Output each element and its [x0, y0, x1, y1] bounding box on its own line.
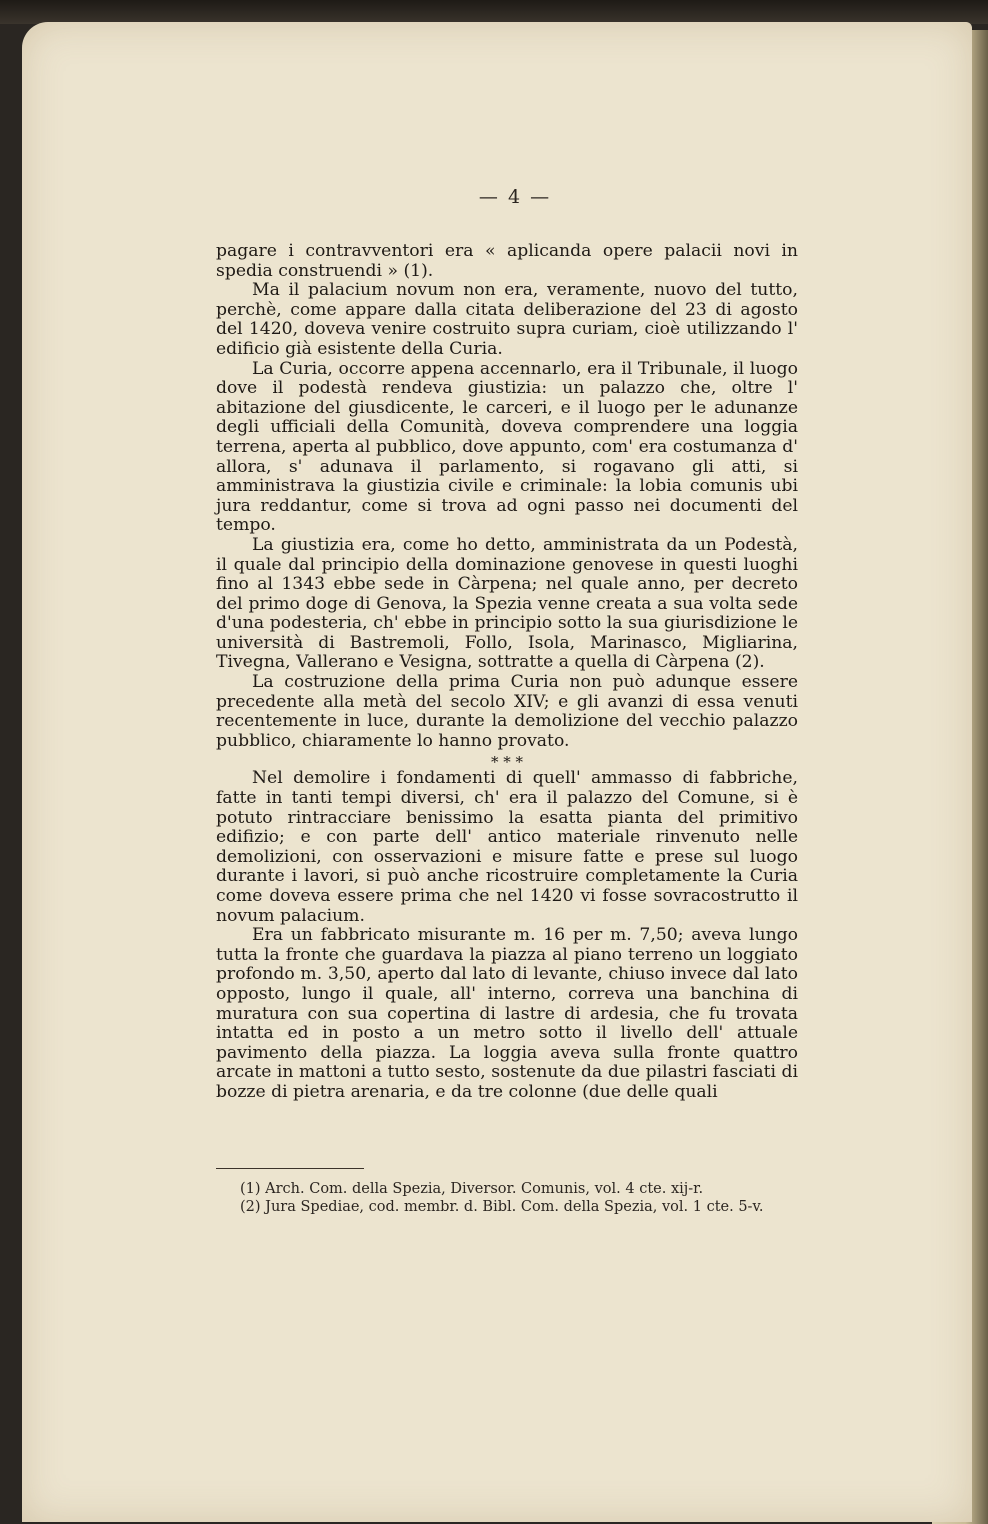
- paragraph-6: Nel demolire i fondamenti di quell' ammasso di fabbriche, fatte in tanti tempi diversi, ch' era il palazzo del Comune, si è potuto rintracciare benissimo la esatta pianta del primitivo edifizio; e con parte dell' antico materiale rinvenuto nelle demolizioni, con osservazioni e misure fatte e prese sul luogo durante i lavori, si può anche ricostruire completamente la Curia come doveva essere prima che nel 1420 vi fosse sovracostrutto il novum palacium.: [216, 768, 798, 926]
- paragraph-4: La giustizia era, come ho detto, amministrata da un Podestà, il quale dal principio della dominazione genovese in questi luoghi fino al 1343 ebbe sede in Càrpena; nel quale anno, per decreto del primo doge di Genova, la Spezia venne creata a sua volta sede d'una podesteria, ch' ebbe in principio sotto la sua giurisdizione le università di Bastremoli, Follo, Isola, Marinasco, Migliarina, Tivegna, Vallerano e Vesigna, sottratte a quella di Càrpena (2).: [216, 534, 798, 673]
- footnotes: [240, 1180, 810, 1216]
- paragraph-1: pagare i contravventori era « aplicanda opere palacii novi in spedia construendi » (1).: [216, 241, 798, 281]
- footnote-rule: [216, 1168, 364, 1169]
- body-text: [216, 242, 798, 1103]
- paragraph-7: Era un fabbricato misurante m. 16 per m. 7,50; aveva lungo tutta la fronte che guardava la piazza al piano terreno un loggiato profondo m. 3,50, aperto dal lato di levante, chiuso invece dal lato opposto, lungo il quale, all' interno, correva una banchina di muratura con sua copertina di lastre di ardesia, che fu trovata intatta ed in posto a un metro sotto il livello dell' attuale pavimento della piazza. La loggia aveva sulla fronte quattro arcate in mattoni a tutto sesto, sostenute da due pilastri fasciati di bozze di pietra arenaria, e da tre colonne (due delle quali: [216, 925, 798, 1102]
- section-asterism: * * *: [490, 753, 524, 772]
- page-number: — 4 —: [478, 186, 552, 208]
- footnote-2: (2) Jura Spediae, cod. membr. d. Bibl. Com. della Spezia, vol. 1 cte. 5-v.: [240, 1199, 764, 1215]
- paragraph-5: La costruzione della prima Curia non può adunque essere precedente alla metà del secolo XIV; e gli avanzi di essa venuti recentemente in luce, durante la demolizione del vecchio palazzo pubblico, chiaramente lo hanno provato.: [216, 672, 798, 751]
- scan-top-edge: [0, 0, 988, 24]
- paragraph-3: La Curia, occorre appena accennarlo, era il Tribunale, il luogo dove il podestà rendeva giustizia: un palazzo che, oltre l' abitazione del giusdicente, le carceri, e il luogo per le adunanze degli ufficiali della Comunità, doveva comprendere una loggia terrena, aperta al pubblico, dove appunto, com' era costumanza d' allora, s' adunava il parlamento, si rogavano gli atti, si amministrava la giustizia civile e criminale: la lobia comunis ubi jura reddantur, come si trova ad ogni passo nei documenti del tempo.: [216, 358, 798, 536]
- paragraph-2: Ma il palacium novum non era, veramente, nuovo del tutto, perchè, come appare dalla citata deliberazione del 23 di agosto del 1420, doveva venire costruito supra curiam, cioè utilizzando l' edificio già esistente della Curia.: [216, 280, 798, 359]
- footnote-1: (1) Arch. Com. della Spezia, Diversor. Comunis, vol. 4 cte. xij-r.: [240, 1181, 704, 1197]
